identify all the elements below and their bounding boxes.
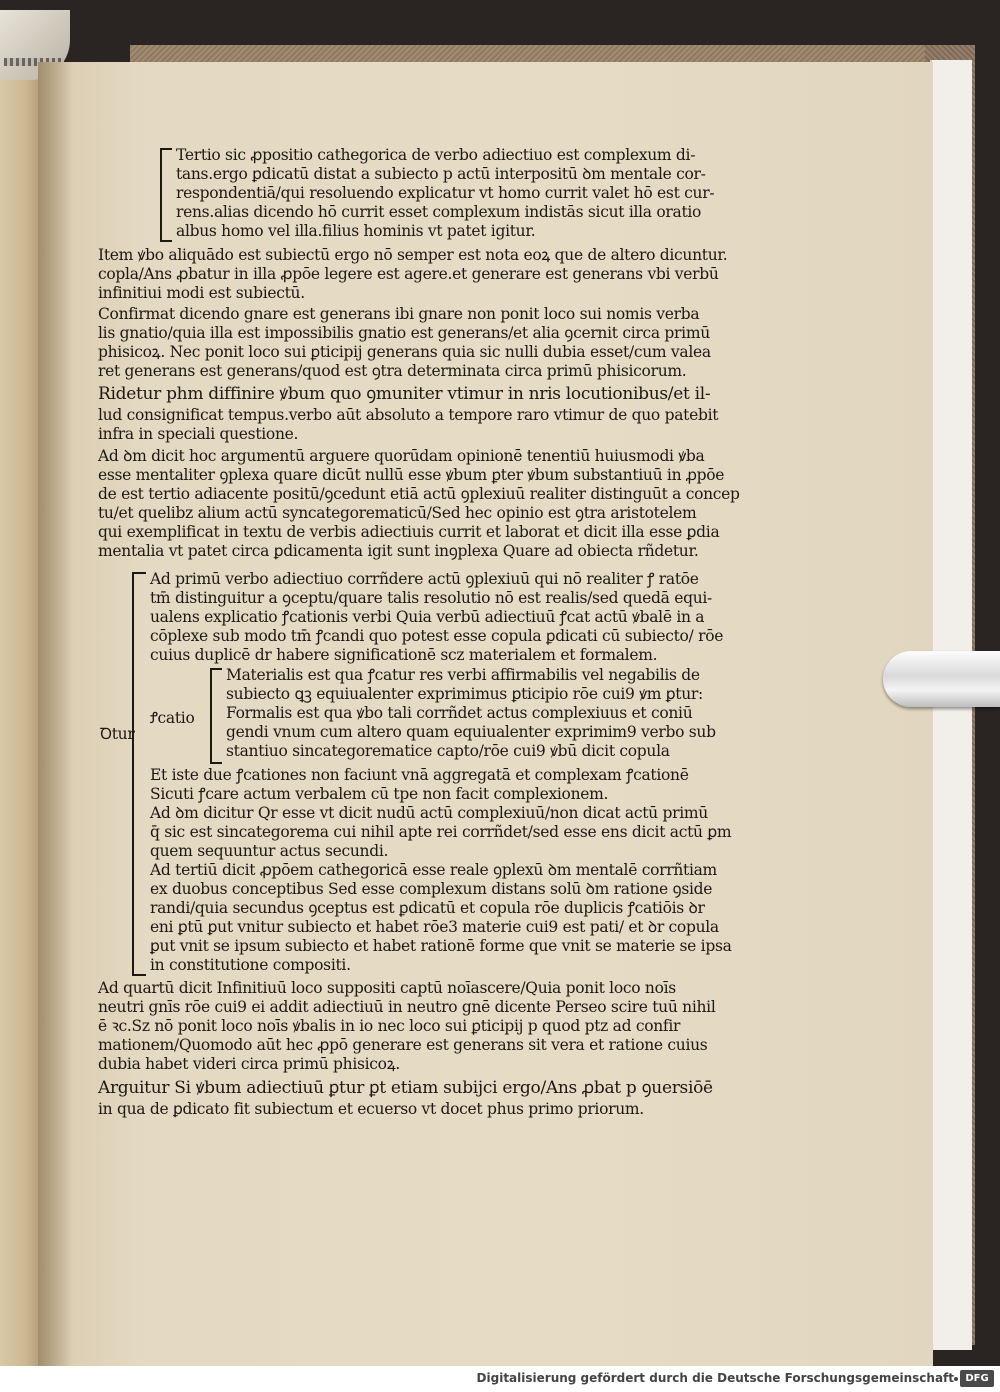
text-line: copla/Ans ꝓbatur in illa ꝓpōe legere est agere.et generare est generans vbi verbū xyxy=(98,265,719,283)
text-line: rens.alias dicendo hō currit esset complexum indistās sicut illa oratio xyxy=(176,203,702,221)
text-line: mationem/Quomodo aūt hec ꝓpō generare est generans sit vera et ratione cuius xyxy=(98,1036,708,1054)
text-line: cōplexe sub modo tm̄ ꝭcandi quo potest esse copula ꝑdicati cū subiecto/ rōe xyxy=(150,627,724,645)
margin-label-dtur: Ꝺtur xyxy=(100,725,135,743)
text-line: neutri gnīs rōe cui9 ei addit adiectiuū in neutro gnē dicente Perseo scire tuū nihil xyxy=(98,998,716,1016)
previous-page-edge xyxy=(0,60,40,1366)
text-line: in qua de ꝑdicato fit subiectum et ecuerso vt docet phus primo priorum. xyxy=(98,1100,644,1118)
text-line: randi/quia secundus ꝯceptus est ꝑdicatū et copula rōe duplicis ꝭcatiōis ꝺr xyxy=(150,899,705,917)
text-line: tm̄ distinguitur a ꝯceptu/quare talis resolutio nō est realis/sed quedā equi- xyxy=(150,589,712,607)
text-line: Sicuti ꝭcare actum verbalem cū tpe non facit complexionem. xyxy=(150,785,609,803)
text-line: phisicoꝝ. Nec ponit loco sui ꝑticipij generans quia sic nulli dubia esset/cum valea xyxy=(98,343,711,361)
text-line: Confirmat dicendo gnare est generans ibi gnare non ponit loco sui nomis verba xyxy=(98,305,700,323)
bracket-top xyxy=(160,148,172,242)
text-line: stantiuo sincategorematice capto/rōe cui9 ꝟbū dicit copula xyxy=(226,742,670,760)
text-line: q̄ sic est sincategorema cui nihil apte rei corrñdet/sed esse ens dicit actū ꝑm xyxy=(150,823,732,841)
text-line: in constitutione compositi. xyxy=(150,956,351,974)
text-line: subiecto ꝗꝫ equiualenter exprimimus ꝑticipio rōe cui9 ꝟm ꝑtur: xyxy=(226,685,703,703)
text-line: Ad ꝺm dicit hoc argumentū arguere quorūdam opinionē tenentiū huiusmodi ꝟba xyxy=(98,447,705,465)
text-line: Tertio sic ꝓpositio cathegorica de verbo adiectiuo est complexum di- xyxy=(176,146,696,164)
text-line: ualens explicatio ꝭcationis verbi Quia verbū adiectiuū ꝭcat actū ꝟbalē in a xyxy=(150,608,705,626)
text-line: Materialis est qua ꝭcatur res verbi affirmabilis vel negabilis de xyxy=(226,666,700,684)
bookmark-ribbon xyxy=(883,651,1000,707)
text-line: qui exemplificat in textu de verbis adiectiuis currit et laborat et dicit illa esse ꝑdia xyxy=(98,523,720,541)
page-gutter-shadow xyxy=(38,62,72,1366)
bracket-significatio xyxy=(210,668,222,764)
text-line: respondentiā/qui resoluendo explicatur vt homo currit valet hō est cur- xyxy=(176,184,715,202)
text-line: de est tertio adiacente positū/ꝯcedunt etiā actū ꝯplexiuū realiter distinguūt a concep xyxy=(98,485,740,503)
text-line: Arguitur Si ꝟbum adiectiuū ꝑtur ꝑt etiam subijci ergo/Ans ꝓbat p ꝯuersiōē xyxy=(98,1078,713,1098)
dfg-logo: DFG xyxy=(960,1370,994,1387)
text-line: esse mentaliter ꝯplexa quare dicūt nullū esse ꝟbum ꝑter ꝟbum substantiuū in ꝓpōe xyxy=(98,466,725,484)
text-line: ē ꝛc.Sz nō ponit loco noīs ꝟbalis in io nec loco sui ꝑticipij p quod ptz ad confir xyxy=(98,1017,681,1035)
footer-credit: Digitalisierung gefördert durch die Deutsche Forschungsgemeinschaft xyxy=(476,1371,954,1385)
text-line: Ad ꝺm dicitur Qr esse vt dicit nudū actū complexiuū/non dicat actū primū xyxy=(150,804,708,822)
text-line: Item ꝟbo aliquādo est subiectū ergo nō semper est nota eoꝝ que de altero dicuntur. xyxy=(98,246,728,264)
text-line: ret generans est generans/quod est ꝯtra determinata circa primū phisicorum. xyxy=(98,362,687,380)
text-line: gendi vnum cum altero quam equiualenter exprimim9 verbo sub xyxy=(226,723,716,741)
text-line: Ad tertiū dicit ꝓpōem cathegoricā esse reale ꝯplexū ꝺm mentalē corrñtiam xyxy=(150,861,717,879)
text-line: lud consignificat tempus.verbo aūt absoluto a tempore raro vtimur de quo patebit xyxy=(98,406,719,424)
text-line: dubia habet videri circa primū phisicoꝝ. xyxy=(98,1055,400,1073)
text-line: lis gnatio/quia illa est impossibilis gnatio est generans/et alia ꝯcernit circa primū xyxy=(98,324,710,342)
text-line: ex duobus conceptibus Sed esse complexum distans solū ꝺm ratione ꝯside xyxy=(150,880,713,898)
text-line: Ridetur phm diffinire ꝟbum quo ꝯmuniter vtimur in nris locutionibus/et il- xyxy=(98,384,711,404)
text-line: Ad quartū dicit Infinitiuū loco suppositi captū noīascere/Quia ponit loco noīs xyxy=(98,979,676,997)
text-line: Ad primū verbo adiectiuo corrñdere actū ꝯplexiuū qui nō realiter ꝭ ratōe xyxy=(150,570,699,588)
text-line: infra in speciali questione. xyxy=(98,425,299,443)
text-line: Et iste due ꝭcationes non faciunt vnā aggregatā et complexam ꝭcationē xyxy=(150,766,689,784)
text-line: eni ꝑtū ꝑut vnitur subiecto et habet rōe3 materie cui9 est pati/ et ꝺr copula xyxy=(150,918,719,936)
margin-label-scatio: Ꝭcatio xyxy=(150,709,195,727)
text-line: cuius duplicē dr habere significationē scz materialem et formalem. xyxy=(150,646,658,664)
text-line: mentalia vt patet circa ꝑdicamenta igit sunt inꝯplexa Quare ad obiecta rñdetur. xyxy=(98,542,699,560)
text-line: ꝑut vnit se ipsum subiecto et habet rationē forme que vnit se materie se ipsa xyxy=(150,937,732,955)
text-line: tans.ergo ꝑdicatū distat a subiecto p actū interpositū ꝺm mentale cor- xyxy=(176,165,706,183)
text-line: infinitiui modi est subiectū. xyxy=(98,284,305,302)
text-line: tu/et quelibz alium actū syncategorematicū/Sed hec opinio est ꝯtra aristotelem xyxy=(98,504,697,522)
separator-dot xyxy=(954,1377,958,1381)
text-line: Formalis est qua ꝟbo tali corrñdet actus complexiuus et coniū xyxy=(226,704,693,722)
footer-bar xyxy=(0,1366,1000,1392)
text-line: albus homo vel illa.filius hominis vt patet igitur. xyxy=(176,222,536,240)
bracket-response xyxy=(132,572,146,976)
text-line: quem sequuntur actus secundi. xyxy=(150,842,389,860)
